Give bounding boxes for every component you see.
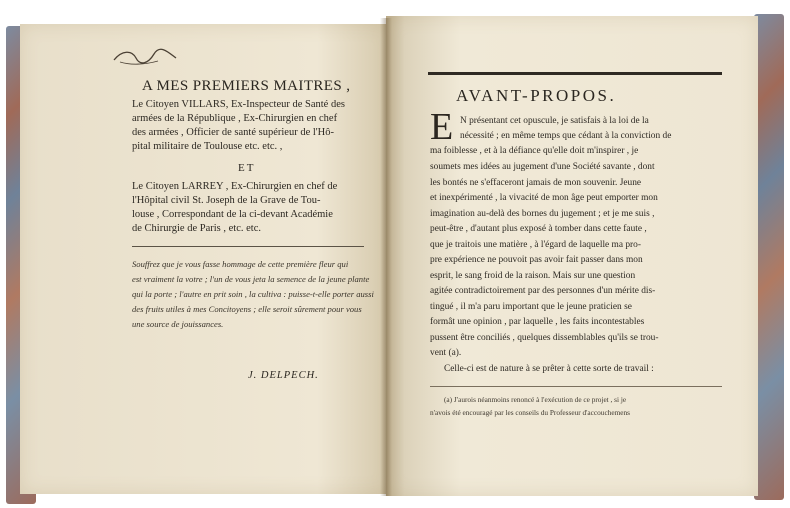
dedication-heading: A MES PREMIERS MAITRES , [142,78,351,94]
left-page: A MES PREMIERS MAITRES , Le Citoyen VILLARS, Ex-Inspecteur de Santé des armées de la République , Ex-Chirurgien en chef des armées , Officier de santé supérieur de l'Hô- pital militaire de Toulouse etc. etc. , ET Le Citoyen LARREY , Ex-Chirurgien en chef de l'Hôpital civil St. Joseph de la Grave de Tou- louse , Correspondant de la ci-devant Académie de Chirurgie de Paris , etc. etc. Souffrez que je vous fasse hommage de cette première fleur qui est vraiment la votre ; l'un de vous jeta la semence de la jeune plante qui la porte ; l'autre en prit soin , la cultiva : puisse-t-elle porter aussi des fruits utiles à mes Concitoyens ; elle seroit sûrement pour vous une source de jouissances. J. DELPECH. [20,24,392,494]
open-book [6,14,784,504]
title-rule [428,72,722,75]
footnote-rule [430,386,722,387]
first-line: N présentant cet opuscule, je satisfais à la loi de la [460,116,649,126]
page-title: AVANT-PROPOS. [456,86,617,105]
et-conjunction: ET [238,162,256,174]
signature: J. DELPECH. [248,370,319,381]
right-page: AVANT-PROPOS. E N présentant cet opuscule, je satisfais à la loi de la nécessité ; en même temps que cédant à la conviction de ma foiblesse , et à la défiance qu'elle doit m'inspirer , je soumets mes idées au jugement d'une Société savante , dont les bontés ne s'effaceront jamais de mon souvenir. Jeune et inexpérimenté , la vivacité de mon âge peut emporter mon imagination au-delà des bornes du jugement ; et je me suis , peut-être , d'autant plus exposé à tomber dans cette faute , que je traitois une matière , à l'égard de laquelle ma pro- pre expérience ne pouvoit pas avoir fait passer dans mon esprit, le sang froid de la raison. Mais sur une question agitée contradictoirement par des personnes d'un mérite dis- tingué , il m'a paru important que le jeune praticien se formât une opinion , par laquelle , les faits incontestables pussent être conciliés , quelques dissemblables qu'ils se trou- vent (a). Celle-ci est de nature à se prêter à cette sorte de travail : (a) J'aurois néanmoins renoncé à l'exécution de ce projet , si je n'avois été encouragé par les conseils du Professeur d'accouchemens [386,16,758,496]
marbled-cover-right [754,14,784,500]
handwritten-mark [110,46,180,68]
divider-rule [132,246,364,247]
drop-capital: E [430,106,454,148]
book-gutter [380,18,392,496]
